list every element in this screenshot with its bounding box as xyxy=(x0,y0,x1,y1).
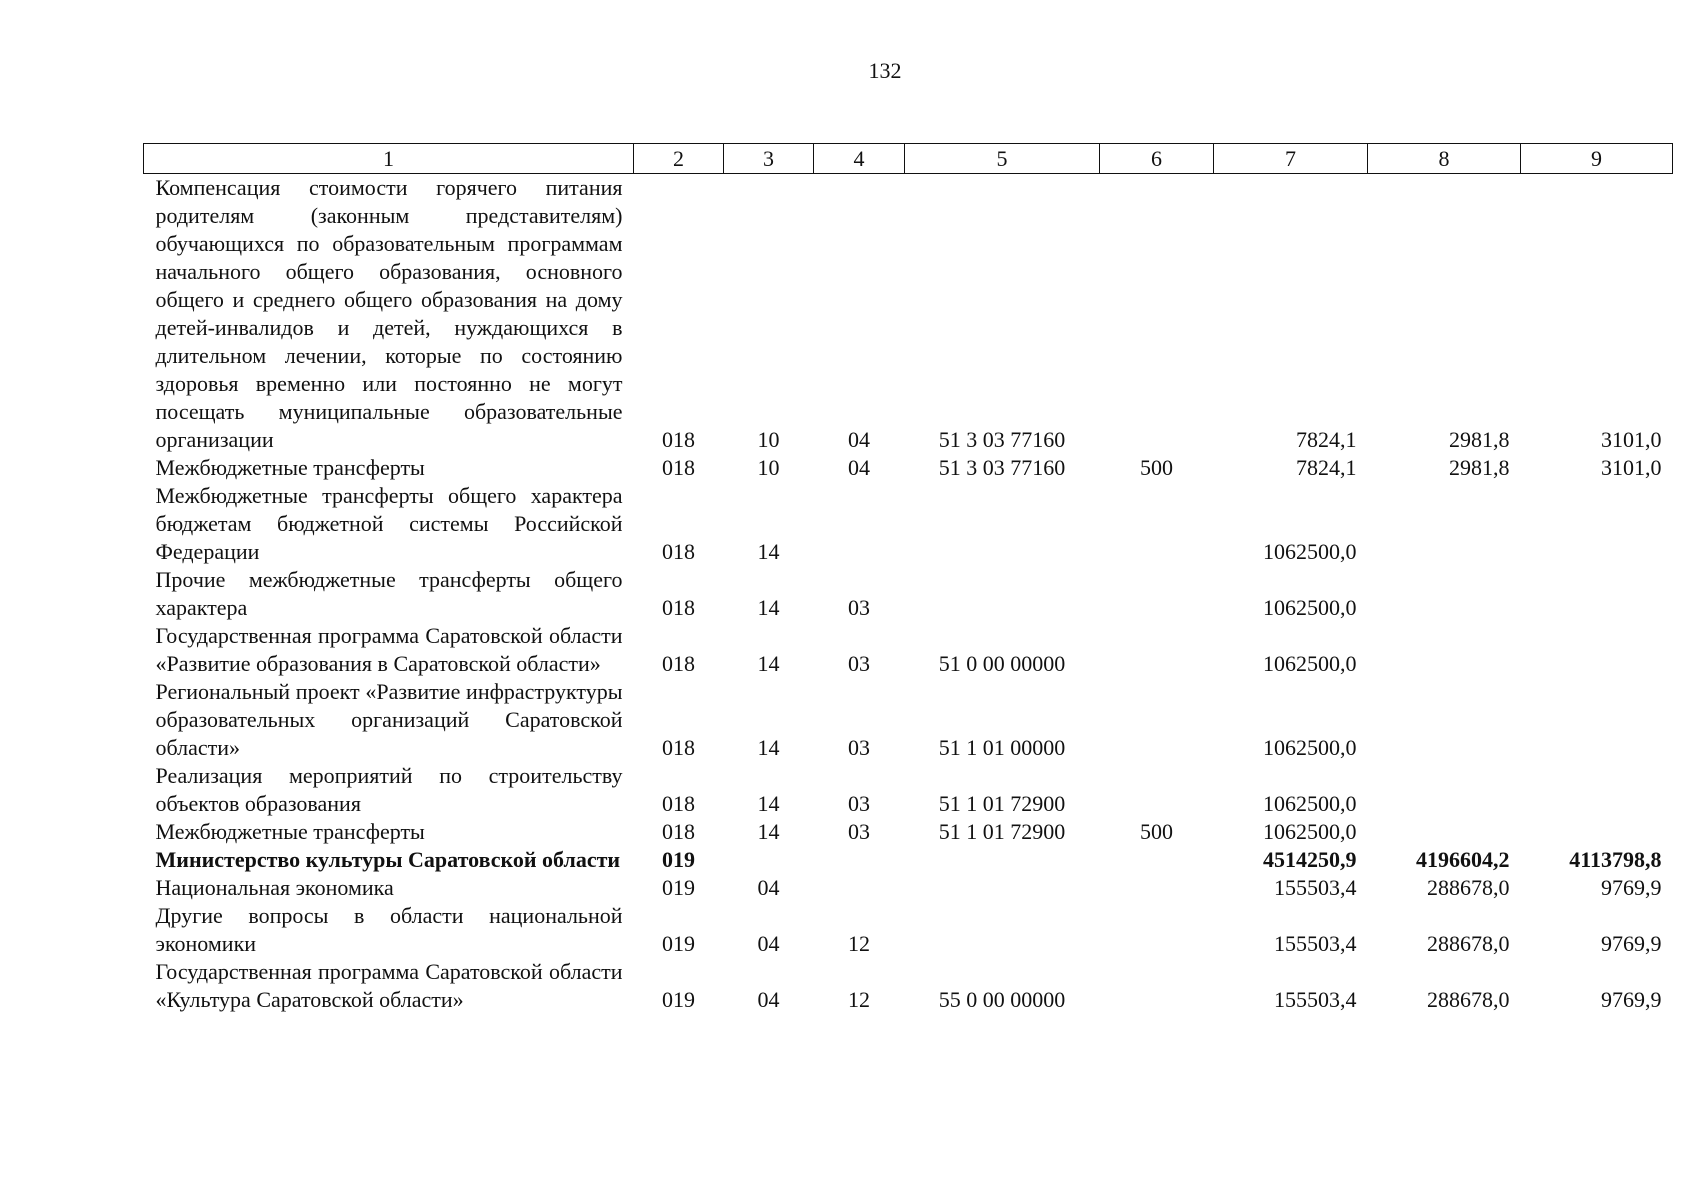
amount-col9 xyxy=(1521,566,1673,622)
row-name: Национальная экономика xyxy=(155,875,394,900)
row-name: Государственная программа Саратовской области «Культура Саратовской области» xyxy=(155,959,623,1012)
target-article-code: 51 3 03 77160 xyxy=(938,455,1066,480)
amount-col7: 1062500,0 xyxy=(1263,791,1357,816)
expense-type-code: 500 xyxy=(1140,819,1173,844)
section-code: 14 xyxy=(757,791,780,816)
amount-col7: 7824,1 xyxy=(1296,455,1357,480)
target-article-code xyxy=(905,874,1100,902)
column-header-4: 4 xyxy=(814,144,905,174)
expense-type-code xyxy=(1100,622,1214,678)
section-code: 14 xyxy=(757,735,780,760)
amount-col9: 9769,9 xyxy=(1601,987,1662,1012)
section-code: 14 xyxy=(757,819,780,844)
row-name: Межбюджетные трансферты xyxy=(155,455,425,480)
expense-type-code xyxy=(1100,566,1214,622)
table-body xyxy=(144,174,1673,1015)
subsection-code xyxy=(814,874,905,902)
table-row xyxy=(144,762,1673,818)
ministry-code: 018 xyxy=(662,539,695,564)
subsection-code: 12 xyxy=(848,987,870,1012)
amount-col7: 155503,4 xyxy=(1274,931,1357,956)
amount-col7: 155503,4 xyxy=(1274,987,1357,1012)
amount-col9 xyxy=(1521,622,1673,678)
row-name: Министерство культуры Саратовской области xyxy=(155,847,621,872)
target-article-code xyxy=(905,566,1100,622)
subsection-code: 03 xyxy=(848,595,870,620)
amount-col8 xyxy=(1368,622,1521,678)
subsection-code: 04 xyxy=(848,427,870,452)
ministry-code: 019 xyxy=(662,931,695,956)
amount-col8: 288678,0 xyxy=(1427,987,1510,1012)
section-code: 14 xyxy=(757,651,780,676)
subsection-code: 03 xyxy=(848,651,870,676)
row-name: Межбюджетные трансферты общего характера бюджетам бюджетной системы Российской Федерации xyxy=(155,483,623,564)
amount-col9 xyxy=(1521,482,1673,566)
amount-col8: 4196604,2 xyxy=(1416,847,1510,872)
section-code xyxy=(724,846,814,874)
subsection-code xyxy=(814,846,905,874)
section-code: 10 xyxy=(757,427,780,452)
amount-col9 xyxy=(1521,678,1673,762)
amount-col7: 1062500,0 xyxy=(1263,651,1357,676)
amount-col8 xyxy=(1368,762,1521,818)
amount-col8 xyxy=(1368,566,1521,622)
row-name: Региональный проект «Развитие инфраструктуры образовательных организаций Саратовской области» xyxy=(155,679,623,760)
ministry-code: 018 xyxy=(662,735,695,760)
row-name: Государственная программа Саратовской области «Развитие образования в Саратовской области» xyxy=(155,623,623,676)
section-code: 04 xyxy=(757,931,780,956)
row-name: Межбюджетные трансферты xyxy=(155,819,425,844)
amount-col8: 2981,8 xyxy=(1449,427,1510,452)
subsection-code: 12 xyxy=(848,931,870,956)
table-row xyxy=(144,622,1673,678)
column-header-2: 2 xyxy=(634,144,724,174)
section-code: 04 xyxy=(757,987,780,1012)
table-row xyxy=(144,846,1673,874)
expense-type-code xyxy=(1100,902,1214,958)
subsection-code xyxy=(814,482,905,566)
target-article-code xyxy=(905,902,1100,958)
amount-col8: 288678,0 xyxy=(1427,931,1510,956)
section-code: 14 xyxy=(757,595,780,620)
subsection-code: 03 xyxy=(848,735,870,760)
expense-type-code xyxy=(1100,482,1214,566)
ministry-code: 019 xyxy=(662,987,695,1012)
table-header xyxy=(144,144,1673,174)
ministry-code: 019 xyxy=(662,847,695,872)
amount-col9: 3101,0 xyxy=(1601,427,1662,452)
amount-col9: 9769,9 xyxy=(1601,931,1662,956)
row-name: Компенсация стоимости горячего питания родителям (законным представителям) обучающихся по образовательным программам начального общего образования, основного общего и среднего общего образования на дому детей-инвалидов и детей, нуждающихся в длительном лечении, которые по состоянию здоровья временно или постоянно не могут посещать муниципальные образовательные организации xyxy=(155,175,623,452)
section-code: 04 xyxy=(757,875,780,900)
amount-col8 xyxy=(1368,818,1521,846)
subsection-code: 04 xyxy=(848,455,870,480)
amount-col7: 1062500,0 xyxy=(1263,735,1357,760)
row-name: Прочие межбюджетные трансферты общего характера xyxy=(155,567,623,620)
column-header-7: 7 xyxy=(1214,144,1368,174)
target-article-code: 51 3 03 77160 xyxy=(938,427,1066,452)
subsection-code: 03 xyxy=(848,791,870,816)
amount-col7: 7824,1 xyxy=(1296,427,1357,452)
table-row xyxy=(144,174,1673,455)
amount-col8 xyxy=(1368,482,1521,566)
amount-col9 xyxy=(1521,762,1673,818)
ministry-code: 018 xyxy=(662,819,695,844)
table-row xyxy=(144,482,1673,566)
expense-type-code: 500 xyxy=(1140,455,1173,480)
column-header-5: 5 xyxy=(905,144,1100,174)
amount-col9: 9769,9 xyxy=(1601,875,1662,900)
table-row xyxy=(144,958,1673,1014)
expense-type-code xyxy=(1100,846,1214,874)
ministry-code: 018 xyxy=(662,791,695,816)
target-article-code xyxy=(905,482,1100,566)
amount-col9 xyxy=(1521,818,1673,846)
ministry-code: 019 xyxy=(662,875,695,900)
target-article-code: 51 1 01 00000 xyxy=(938,735,1066,760)
amount-col7: 155503,4 xyxy=(1274,875,1357,900)
amount-col8 xyxy=(1368,678,1521,762)
table-row xyxy=(144,902,1673,958)
target-article-code: 51 1 01 72900 xyxy=(938,819,1066,844)
amount-col8: 2981,8 xyxy=(1449,455,1510,480)
header-row xyxy=(144,144,1673,174)
amount-col7: 1062500,0 xyxy=(1263,819,1357,844)
page-number: 132 xyxy=(868,58,902,83)
expense-type-code xyxy=(1100,678,1214,762)
column-header-6: 6 xyxy=(1100,144,1214,174)
column-header-1: 1 xyxy=(144,144,634,174)
ministry-code: 018 xyxy=(662,455,695,480)
expense-type-code xyxy=(1100,874,1214,902)
ministry-code: 018 xyxy=(662,427,695,452)
section-code: 14 xyxy=(757,539,780,564)
row-name: Реализация мероприятий по строительству объектов образования xyxy=(155,763,623,816)
target-article-code: 51 1 01 72900 xyxy=(938,791,1066,816)
column-header-8: 8 xyxy=(1368,144,1521,174)
row-name: Другие вопросы в области национальной экономики xyxy=(155,903,623,956)
target-article-code: 51 0 00 00000 xyxy=(938,651,1066,676)
table-row xyxy=(144,818,1673,846)
table-row xyxy=(144,454,1673,482)
table-row xyxy=(144,874,1673,902)
subsection-code: 03 xyxy=(848,819,870,844)
ministry-code: 018 xyxy=(662,651,695,676)
section-code: 10 xyxy=(757,455,780,480)
expense-type-code xyxy=(1100,762,1214,818)
amount-col7: 4514250,9 xyxy=(1263,847,1357,872)
expense-type-code xyxy=(1100,174,1214,455)
amount-col9: 3101,0 xyxy=(1601,455,1662,480)
expense-type-code xyxy=(1100,958,1214,1014)
column-header-9: 9 xyxy=(1521,144,1673,174)
budget-table xyxy=(143,143,1673,1014)
column-header-3: 3 xyxy=(724,144,814,174)
table-row xyxy=(144,678,1673,762)
amount-col7: 1062500,0 xyxy=(1263,595,1357,620)
amount-col8: 288678,0 xyxy=(1427,875,1510,900)
target-article-code xyxy=(905,846,1100,874)
amount-col7: 1062500,0 xyxy=(1263,539,1357,564)
amount-col9: 4113798,8 xyxy=(1569,847,1662,872)
ministry-code: 018 xyxy=(662,595,695,620)
table-row xyxy=(144,566,1673,622)
target-article-code: 55 0 00 00000 xyxy=(938,987,1066,1012)
